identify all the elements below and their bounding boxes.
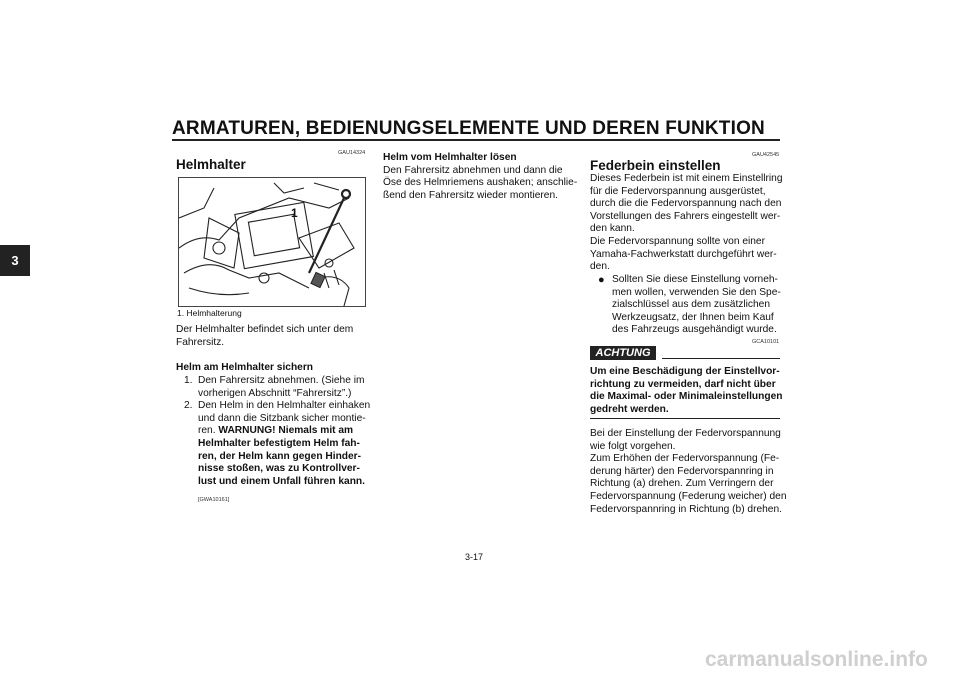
- text-line: wie folgt vorgehen.: [590, 440, 676, 452]
- text-line: Vorstellungen des Fahrers eingestellt wer-: [590, 210, 781, 222]
- figure-caption: 1. Helmhalterung: [177, 308, 242, 318]
- step-number: 2.: [184, 400, 193, 412]
- text-line: des Fahrzeugs ausgehändigt wurde.: [612, 324, 777, 336]
- step-list: [184, 375, 384, 507]
- shock-intro-paragraph: [590, 173, 790, 274]
- text-line: Yamaha-Fachwerkstatt durchgeführt wer-: [590, 248, 777, 260]
- text-line: Zum Erhöhen der Federvorspannung (Fe-: [590, 453, 780, 465]
- page-title: ARMATUREN, BEDIENUNGSELEMENTE UND DEREN FUNKTION: [172, 118, 765, 139]
- bullet-item: [598, 274, 788, 337]
- adjustment-paragraph: [590, 428, 790, 516]
- caution-label: ACHTUNG: [590, 346, 656, 360]
- intro-paragraph: [176, 324, 376, 349]
- caution-text: [590, 366, 785, 416]
- warning-text: lust und einem Unfall führen kann.: [198, 475, 365, 487]
- section-code: GAU42545: [752, 152, 780, 158]
- text-line: gedreht werden.: [590, 403, 669, 415]
- list-item: [598, 274, 788, 337]
- text-line: die Maximal- oder Minimaleinstellungen: [590, 391, 783, 403]
- text-line: vorherigen Abschnitt “Fahrersitz”.): [198, 387, 352, 399]
- text-line: Bei der Einstellung der Federvorspannung: [590, 428, 781, 439]
- helmet-holder-illustration: [178, 177, 366, 307]
- text-line: zialschlüssel aus dem zusätzlichen: [612, 299, 770, 311]
- figure-callout-number: 1: [291, 206, 298, 220]
- text-line: Um eine Beschädigung der Einstellvor-: [590, 366, 780, 377]
- helmet-holder-drawing: [179, 178, 365, 306]
- text-line: den kann.: [590, 223, 635, 235]
- text-line: den.: [590, 261, 610, 273]
- warning-code: [GWA10161]: [198, 497, 230, 504]
- text-line: [198, 425, 370, 438]
- text-line: Die Federvorspannung sollte von einer: [590, 235, 765, 247]
- text-line: derung härter) den Federvorspannring in: [590, 465, 774, 477]
- warning-text: nisse stoßen, was zu Kontrollver-: [198, 463, 360, 475]
- caution-end-rule: [590, 418, 780, 419]
- text-line: men wollen, verwenden Sie den Spe-: [612, 286, 781, 298]
- page-number: 3-17: [465, 552, 484, 562]
- list-item: [184, 375, 384, 400]
- text-line: Der Helmhalter befindet sich unter dem: [176, 324, 354, 335]
- text-line: und dann die Sitzbank sicher montie-: [198, 412, 366, 424]
- subheading-secure: Helm am Helmhalter sichern: [176, 362, 314, 373]
- warning-text: Helmhalter befestigtem Helm fah-: [198, 437, 360, 449]
- text-line: Federvorspannring in Richtung (b) drehen.: [590, 503, 782, 515]
- text-line: Den Fahrersitz abnehmen und dann die: [383, 164, 563, 176]
- chapter-tab: 3: [0, 245, 30, 276]
- text-line: Öse des Helmriemens aushaken; anschlie-: [383, 177, 578, 189]
- text-line: Federvorspannung (Federung weicher) den: [590, 490, 787, 502]
- text-line: Den Fahrersitz abnehmen. (Siehe im: [198, 375, 365, 386]
- watermark: carmanualsonline.info: [705, 648, 928, 671]
- text-line: ßend den Fahrersitz wieder montieren.: [383, 189, 558, 201]
- warning-text: ren, der Helm kann gegen Hinder-: [198, 450, 362, 462]
- caution-code: GCA10101: [752, 339, 780, 345]
- text-line: richtung zu vermeiden, darf nicht über: [590, 378, 776, 390]
- subheading-release: Helm vom Helmhalter lösen: [383, 152, 517, 163]
- warning-text: WARNUNG! Niemals mit am: [218, 425, 354, 437]
- section-heading-federbein: Federbein einstellen: [590, 158, 721, 173]
- caution-divider: [662, 358, 780, 359]
- step-number: 1.: [184, 375, 193, 386]
- text-line: Dieses Federbein ist mit einem Einstellring: [590, 173, 783, 184]
- text-line: Den Helm in den Helmhalter einhaken: [198, 400, 371, 412]
- title-rule: [172, 139, 780, 141]
- text-line: Richtung (a) drehen. Zum Verringern der: [590, 478, 774, 490]
- section-heading-helmhalter: Helmhalter: [176, 157, 246, 172]
- text-line: Fahrersitz.: [176, 336, 225, 348]
- text-fragment: ren.: [198, 425, 219, 437]
- section-code: GAU14324: [338, 150, 366, 156]
- text-line: Sollten Sie diese Einstellung vorneh-: [612, 274, 778, 285]
- text-line: durch die die Federvorspannung nach den: [590, 198, 782, 210]
- caution-header: [590, 346, 780, 360]
- list-item: [184, 400, 384, 507]
- bullet-icon: ●: [598, 274, 605, 286]
- text-line: Werkzeugsatz, der Ihnen beim Kauf: [612, 311, 774, 323]
- text-line: für die Federvorspannung ausgerüstet,: [590, 185, 766, 197]
- release-section: [383, 152, 583, 202]
